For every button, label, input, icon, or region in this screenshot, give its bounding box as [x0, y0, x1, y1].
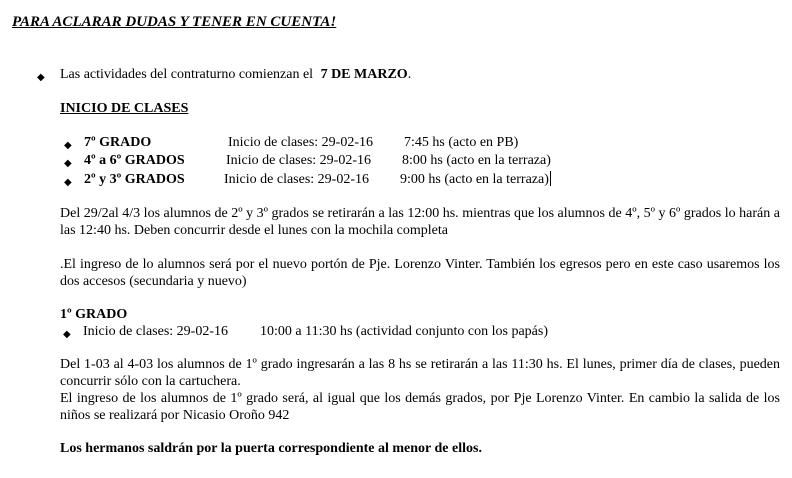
schedule-time: 8:00 hs (acto en la terraza): [402, 153, 551, 168]
text-cursor: [550, 171, 551, 186]
intro-bullet-icon: ◆: [37, 72, 45, 83]
schedule-grade: 2º y 3º GRADOS: [84, 172, 185, 187]
paragraph-primer-grado-horario: Del 1-03 al 4-03 los alumnos de 1º grado ingresarán a las 8 hs se retirarán a las 11:30 hs. El lunes, primer día de clases, pueden concurrir sólo con la cartuchera.: [60, 357, 780, 389]
schedule-start: Inicio de clases: 29-02-16: [226, 153, 372, 168]
schedule-time: 7:45 hs (acto en PB): [404, 135, 519, 150]
paragraph-retiro: Del 29/2al 4/3 los alumnos de 2º y 3º grados se retirarán a las 12:00 hs. mientras que los alumnos de 4º, 5º y 6º grados lo harán a las 12:40 hs. Deben concurrir desde el lunes con la mochila completa: [60, 206, 780, 238]
schedule-time-line: [400, 171, 551, 188]
first-grade-time: 10:00 a 11:30 hs (actividad conjunto con los papás): [260, 324, 548, 339]
section-heading-inicio: INICIO DE CLASES: [60, 101, 189, 116]
intro-line: [60, 66, 411, 83]
closing-note: Los hermanos saldrán por la puerta correspondiente al menor de ellos.: [60, 441, 482, 456]
schedule-start: Inicio de clases: 29-02-16: [228, 135, 374, 150]
intro-text: Las actividades del contraturno comienzan el: [60, 67, 314, 82]
schedule-bullet-icon: ◆: [64, 158, 72, 169]
paragraph-primer-grado-ingreso: El ingreso de los alumnos de 1º grado será, al igual que los demás grados, por Pje Lorenzo Vinter. En cambio la salida de los niños se realizará por Nicasio Oroño 942: [60, 391, 780, 423]
schedule-grade: 7º GRADO: [84, 135, 152, 150]
section-heading-primer-grado: 1º GRADO: [60, 307, 128, 322]
schedule-time: 9:00 hs (acto en la terraza): [400, 172, 549, 187]
first-grade-bullet-icon: ◆: [63, 329, 71, 340]
page-title: PARA ACLARAR DUDAS Y TENER EN CUENTA!: [12, 14, 337, 30]
schedule-start: Inicio de clases: 29-02-16: [224, 172, 370, 187]
paragraph-ingreso: .El ingreso de lo alumnos será por el nuevo portón de Pje. Lorenzo Vinter. También los egresos pero en este caso usaremos los dos accesos (secundaria y nuevo): [60, 257, 780, 289]
schedule-bullet-icon: ◆: [64, 140, 72, 151]
first-grade-start: Inicio de clases: 29-02-16: [83, 324, 229, 339]
intro-date: 7 DE MARZO: [320, 67, 408, 82]
schedule-bullet-icon: ◆: [64, 177, 72, 188]
intro-end: .: [407, 67, 412, 82]
schedule-grade: 4º a 6º GRADOS: [84, 153, 185, 168]
